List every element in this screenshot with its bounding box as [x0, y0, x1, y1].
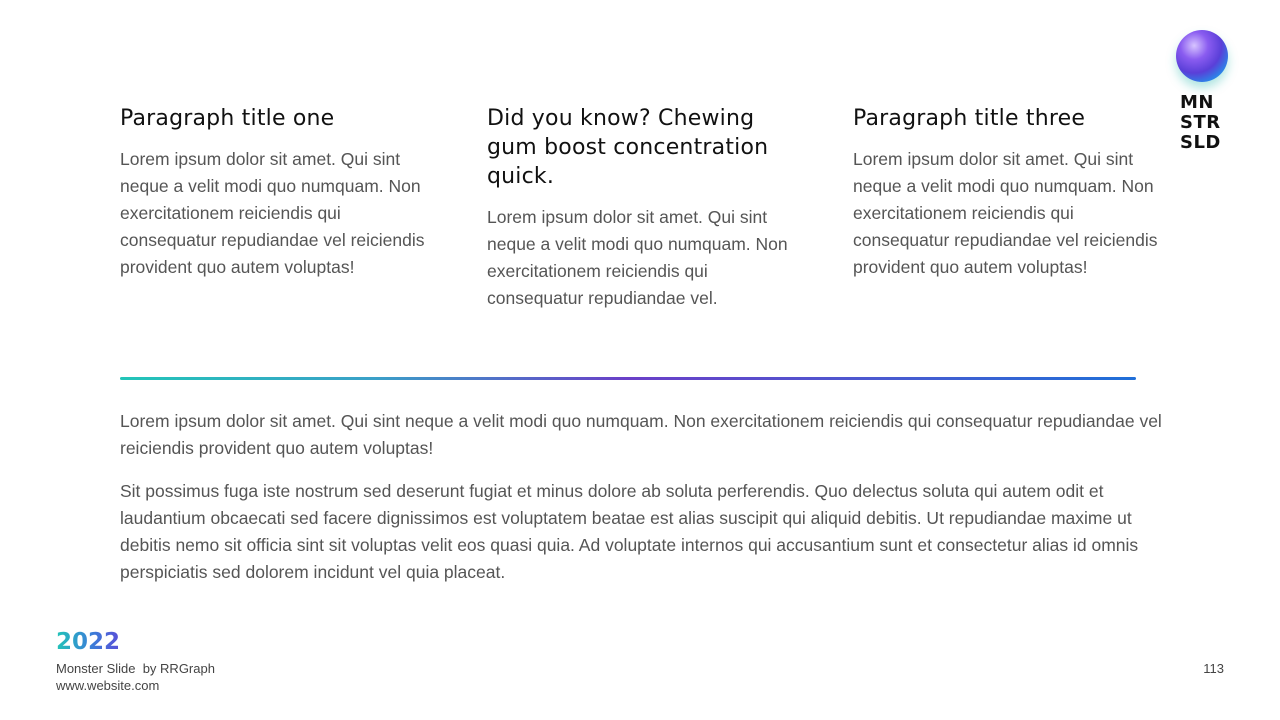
brand-logo-text [1180, 93, 1240, 153]
gradient-divider [120, 377, 1136, 380]
logo-line: MN [1180, 92, 1214, 113]
body-paragraph: Sit possimus fuga iste nostrum sed deserunt fugiat et minus dolore ab soluta perferendis. Quo delectus soluta qui autem odit et laudantium obcaecati sed facere dignissimos est voluptatem beatae est alias suscipit qui aliquid debitis. Ut repudiandae maxime ut debitis nemo sit officia sint sit voluptas velit eos quasi quia. Ad voluptate internos qui accusantium sunt et consectetur alias id omnis perspiciatis sed dolorem incidunt vel quia placeat. [120, 481, 1139, 582]
column-one [120, 104, 430, 281]
page-number: 113 [1203, 661, 1224, 676]
footer-brand: Monster Slide by RRGraph [56, 661, 215, 676]
footer-year: 2022 [56, 629, 121, 655]
logo-line: SLD [1180, 132, 1221, 153]
column-two [487, 104, 797, 312]
column-title: Did you know? Chewing gum boost concentration quick. [487, 106, 769, 189]
column-three [853, 104, 1163, 281]
column-title: Paragraph title one [120, 106, 335, 131]
column-text: Lorem ipsum dolor sit amet. Qui sint neque a velit modi quo numquam. Non exercitationem reiciendis qui consequatur repudiandae vel. [487, 207, 788, 308]
body-paragraph: Lorem ipsum dolor sit amet. Qui sint neque a velit modi quo numquam. Non exercitationem reiciendis qui consequatur repudiandae vel reiciendis provident quo autem voluptas! [120, 411, 1162, 458]
gradient-orb-icon [1176, 30, 1228, 82]
column-title: Paragraph title three [853, 106, 1086, 131]
column-text: Lorem ipsum dolor sit amet. Qui sint neque a velit modi quo numquam. Non exercitationem reiciendis qui consequatur repudiandae vel reiciendis provident quo autem voluptas! [120, 149, 425, 277]
logo-line: STR [1180, 112, 1221, 133]
column-text: Lorem ipsum dolor sit amet. Qui sint neque a velit modi quo numquam. Non exercitationem reiciendis qui consequatur repudiandae vel reiciendis provident quo autem voluptas! [853, 149, 1158, 277]
footer-website: www.website.com [56, 678, 160, 693]
